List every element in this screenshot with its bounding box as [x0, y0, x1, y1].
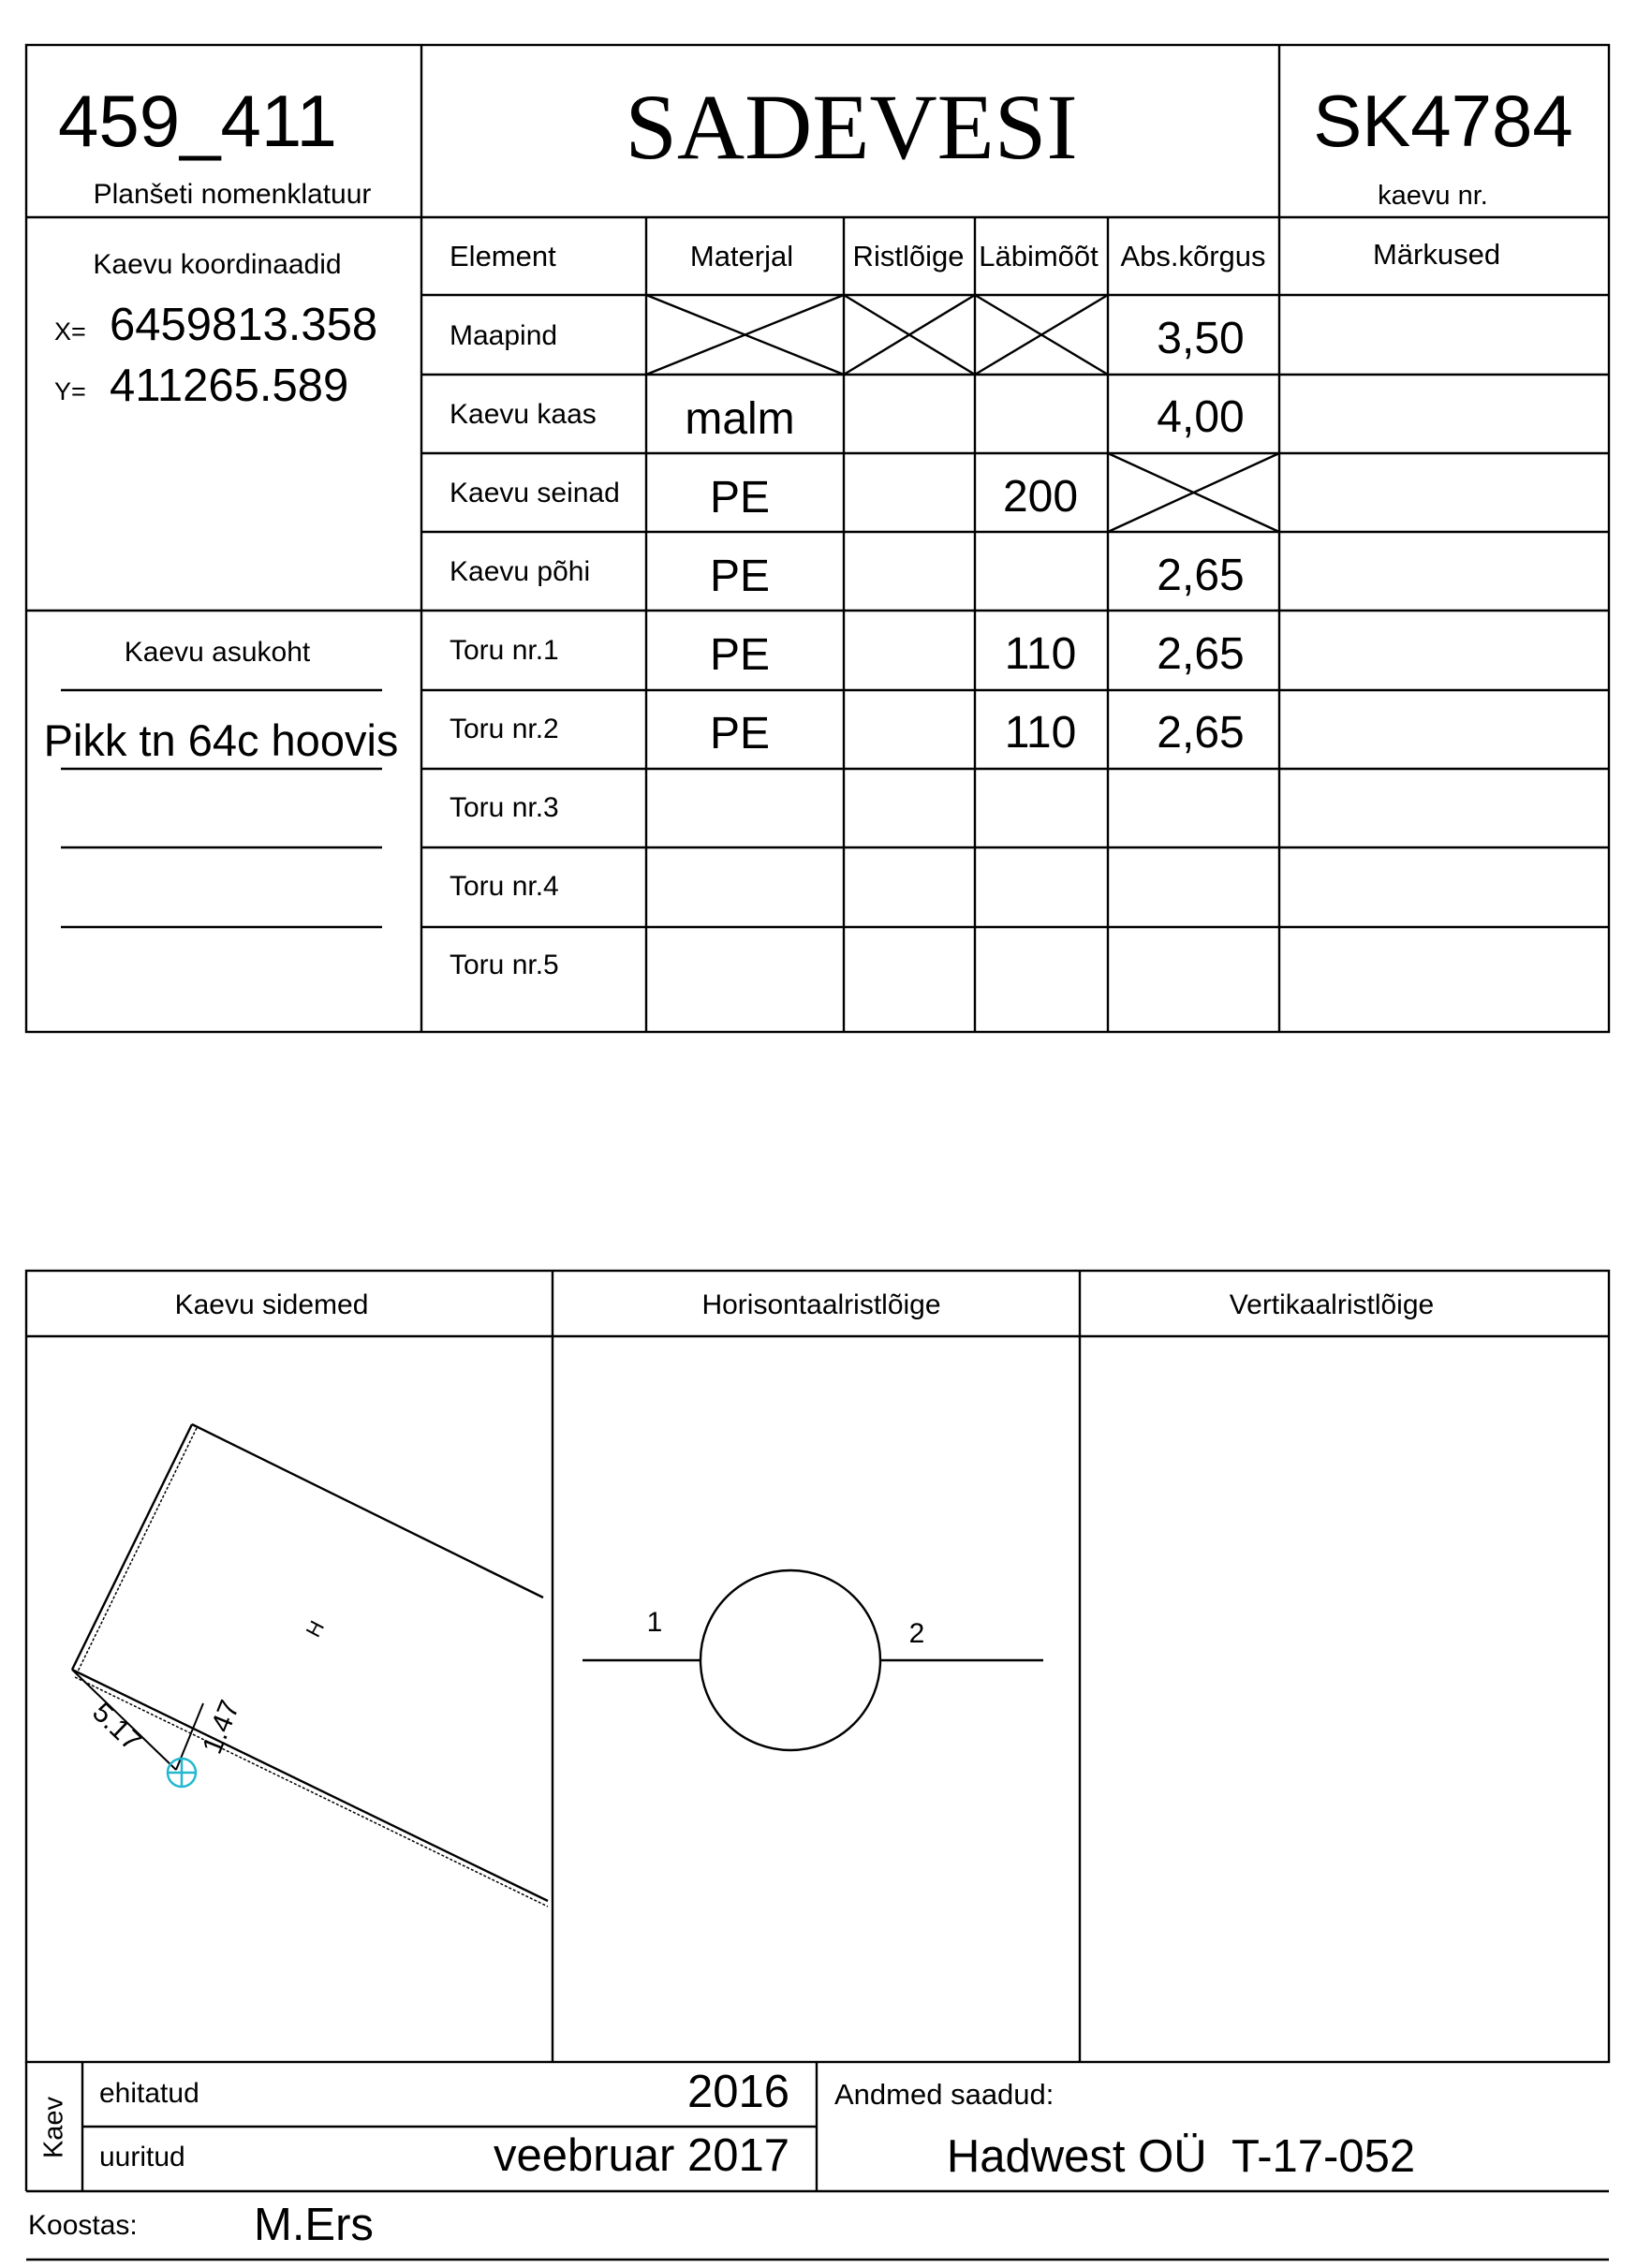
- table-row-element: Kaevu seinad: [450, 478, 620, 508]
- table-row-diameter: 110: [1004, 629, 1077, 679]
- location-value: Pikk tn 64c hoovis: [43, 715, 399, 765]
- location-caption: Kaevu asukoht: [124, 637, 311, 668]
- built-label: ehitatud: [99, 2078, 199, 2109]
- header-notes: Märkused: [1372, 238, 1501, 271]
- table-row-material: PE: [709, 709, 771, 758]
- table-row-element: Toru nr.5: [450, 950, 559, 980]
- header-cross-section: Ristlõige: [852, 240, 965, 272]
- table-row-diameter: 110: [1004, 708, 1077, 758]
- tie-dimension-2: 1.47: [196, 1696, 246, 1759]
- table-row-element: Toru nr.3: [450, 792, 559, 823]
- table-row-elevation: 4,00: [1157, 392, 1245, 442]
- header-element: Element: [450, 240, 556, 272]
- surveyed-label: uuritud: [99, 2142, 185, 2172]
- table-row-material: PE: [709, 552, 771, 601]
- building-label: H: [301, 1616, 330, 1642]
- well-caption: kaevu nr.: [1378, 181, 1488, 211]
- table-row-elevation: 2,65: [1157, 708, 1245, 758]
- table-row-diameter: 200: [1002, 472, 1079, 522]
- table-row-elevation: 2,65: [1157, 629, 1245, 679]
- table-row-element: Maapind: [450, 320, 558, 351]
- tie-dimension-1: 5.17: [86, 1697, 148, 1758]
- header-material: Materjal: [689, 240, 794, 272]
- section-header-ties: Kaevu sidemed: [174, 1289, 369, 1320]
- y-label: Y=: [54, 377, 86, 405]
- table-row-element: Kaevu põhi: [450, 556, 591, 587]
- y-coordinate: 411265.589: [110, 361, 349, 411]
- x-coordinate: 6459813.358: [110, 300, 378, 350]
- side-label: Kaev: [38, 2096, 69, 2159]
- pipe-2-label: 2: [908, 1618, 925, 1649]
- section-header-vertical: Vertikaalristlõige: [1229, 1289, 1435, 1320]
- section-header-horizontal: Horisontaalristlõige: [701, 1289, 941, 1320]
- table-row-material: malm: [685, 394, 795, 444]
- data-source-label: Andmed saadud:: [834, 2078, 1054, 2111]
- table-row-material: PE: [709, 630, 771, 680]
- table-row-material: PE: [709, 473, 771, 523]
- table-row-element: Toru nr.4: [450, 871, 559, 902]
- table-row-element: Toru nr.2: [450, 714, 559, 744]
- data-source-value: Hadwest OÜ T-17-052: [946, 2131, 1416, 2182]
- sheet-caption: Planšeti nomenklatuur: [93, 179, 372, 210]
- coordinates-caption: Kaevu koordinaadid: [93, 249, 342, 280]
- x-label: X=: [54, 317, 86, 346]
- header-elevation: Abs.kõrgus: [1120, 240, 1266, 272]
- sheet-number: 459_411: [58, 80, 337, 162]
- surveyed-value: veebruar 2017: [493, 2130, 789, 2181]
- table-row-element: Toru nr.1: [450, 635, 559, 666]
- well-number: SK4784: [1313, 80, 1573, 162]
- built-value: 2016: [686, 2067, 789, 2117]
- table-row-element: Kaevu kaas: [450, 399, 597, 430]
- well-circle: [701, 1570, 880, 1750]
- author-label: Koostas:: [28, 2210, 138, 2241]
- pipe-1-label: 1: [646, 1607, 663, 1638]
- header-diameter: Läbimõõt: [979, 240, 1099, 272]
- table-row-elevation: 3,50: [1157, 314, 1245, 363]
- author-value: M.Ers: [254, 2200, 374, 2250]
- table-row-elevation: 2,65: [1157, 551, 1245, 600]
- page-title: SADEVESI: [625, 75, 1078, 179]
